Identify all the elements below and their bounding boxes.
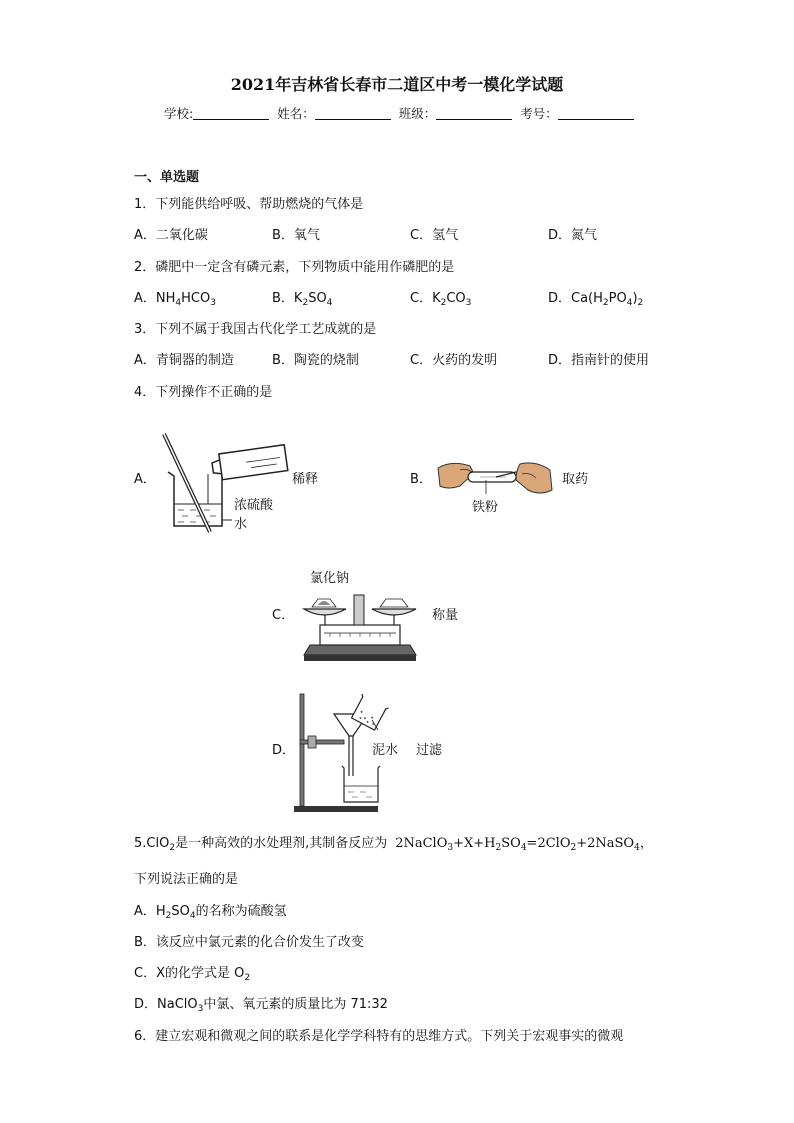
- q2-d-sub2: 4: [626, 298, 633, 308]
- school-label: 学校:: [164, 106, 194, 121]
- q2-b-mid: SO: [308, 291, 327, 306]
- question-2-stem: 2．磷肥中一定含有磷元素，下列物质中能用作磷肥的是: [134, 260, 455, 275]
- q2-a-text: A．NH: [134, 291, 176, 306]
- question-1-stem: 1．下列能供给呼吸、帮助燃烧的气体是: [134, 197, 364, 212]
- q4-option-c: C．: [272, 608, 295, 623]
- q5-a-text: A．H: [134, 904, 166, 919]
- q2-a-sub1: 4: [175, 298, 182, 308]
- page-title: 2021年吉林省长春市二道区中考一模化学试题: [230, 75, 564, 94]
- q2-d-sub3: 2: [637, 298, 644, 308]
- eq-sub: 4: [634, 843, 640, 853]
- q5-d-post: 中氯、氧元素的质量比为 71:32: [203, 997, 388, 1012]
- q2-a-sub2: 3: [210, 298, 216, 308]
- name-blank: [315, 107, 391, 120]
- q2-a-mid: HCO: [181, 291, 211, 306]
- question-3-stem: 3．下列不属于我国古代化学工艺成就的是: [134, 322, 377, 337]
- question-4-stem: 4．下列操作不正确的是: [134, 385, 273, 400]
- q5-option-c: [134, 962, 250, 981]
- eq-part: 2NaClO: [395, 836, 448, 851]
- q4-a-label-water: 水: [234, 517, 248, 532]
- q5-a-mid: SO: [171, 904, 190, 919]
- q5-a-sub2: 4: [189, 911, 196, 921]
- q2-d-mid: PO: [608, 291, 627, 306]
- q5-a-post: 的名称为硫酸氢: [195, 904, 287, 919]
- q5-option-d: [134, 993, 388, 1012]
- class-label: 班级：: [398, 106, 437, 121]
- q2-b-text: B．K: [272, 291, 303, 306]
- question-6-stem: 6．建立宏观和微观之间的联系是化学学科特有的思维方式。下列关于宏观事实的微观: [134, 1029, 624, 1044]
- q5-equation: [395, 836, 653, 851]
- name-label: 姓名：: [277, 106, 315, 121]
- question-5-stem-cont: 下列说法正确的是: [134, 872, 239, 887]
- q2-option-d: [548, 287, 643, 306]
- question-5-stem: [134, 832, 653, 851]
- q4-c-label-nacl: 氯化钠: [310, 571, 350, 586]
- q2-c-mid: CO: [446, 291, 466, 306]
- q5-c-text: C．X的化学式是 O: [134, 966, 245, 981]
- q2-d-text: D．Ca(H: [548, 291, 603, 306]
- q5-option-a: [134, 900, 287, 919]
- q5-d-sub: 3: [197, 1004, 204, 1014]
- q1-option-d: D．氮气: [548, 228, 598, 243]
- class-blank: [436, 107, 512, 120]
- eq-part: +2NaSO: [576, 836, 635, 851]
- eq-sub: 3: [447, 843, 454, 853]
- q1-option-c: C．氢气: [410, 228, 459, 243]
- q5-d-text: D．NaClO: [134, 997, 198, 1012]
- q2-c-sub1: 2: [440, 298, 447, 308]
- eq-part: =2ClO: [526, 836, 571, 851]
- q4-d-label-filter: 过滤: [416, 743, 443, 758]
- eq-sub: 4: [520, 843, 527, 853]
- q3-option-d: D．指南针的使用: [548, 353, 650, 368]
- q3-option-a: A．青铜器的制造: [134, 353, 234, 368]
- q4-a-label-dilute: 稀释: [292, 472, 319, 487]
- q2-c-sub2: 3: [465, 298, 472, 308]
- q5-a-sub1: 2: [165, 911, 172, 921]
- eq-part: +X+H: [453, 836, 496, 851]
- q2-option-a: [134, 287, 216, 306]
- eq-sub: 2: [570, 843, 577, 853]
- q4-b-label-take: 取药: [562, 472, 589, 487]
- q2-option-c: [410, 287, 471, 306]
- q5-stem-sub: 2: [169, 843, 176, 853]
- q5-stem-text2: 是一种高效的水处理剂,其制备反应为: [175, 836, 388, 851]
- eq-sub: 2: [495, 843, 502, 853]
- q4-a-label-acid: 浓硫酸: [234, 498, 274, 513]
- q5-option-b: B．该反应中氯元素的化合价发生了改变: [134, 935, 364, 950]
- q4-option-b: B．: [410, 472, 432, 487]
- q4-option-a: A．: [134, 472, 156, 487]
- q4-d-label-mud: 泥水: [372, 743, 399, 758]
- number-blank: [558, 107, 634, 120]
- q1-option-b: B．氧气: [272, 228, 320, 243]
- q2-b-sub1: 2: [302, 298, 309, 308]
- q3-option-c: C．火药的发明: [410, 353, 498, 368]
- eq-part: ，: [639, 836, 653, 851]
- q4-c-label-weigh: 称量: [432, 608, 459, 623]
- q2-b-sub2: 4: [326, 298, 333, 308]
- q4-option-d: D．: [272, 743, 296, 758]
- balance-illustration: [300, 585, 420, 663]
- student-info-line: [164, 104, 638, 122]
- section-heading: 一、单选题: [134, 170, 200, 185]
- q2-d-post: ): [632, 291, 638, 306]
- q3-option-b: B．陶瓷的烧制: [272, 353, 359, 368]
- q5-c-sub: 2: [244, 973, 251, 983]
- dilution-illustration: [160, 428, 290, 536]
- q2-c-text: C．K: [410, 291, 441, 306]
- q2-option-b: [272, 287, 332, 306]
- q4-b-label-iron: 铁粉: [472, 500, 499, 515]
- school-blank: [193, 107, 269, 120]
- number-label: 考号：: [520, 106, 558, 121]
- q5-stem-text1: 5.ClO: [134, 836, 170, 851]
- q2-d-sub1: 2: [602, 298, 609, 308]
- q1-option-a: A．二氧化碳: [134, 228, 208, 243]
- eq-part: SO: [501, 836, 521, 851]
